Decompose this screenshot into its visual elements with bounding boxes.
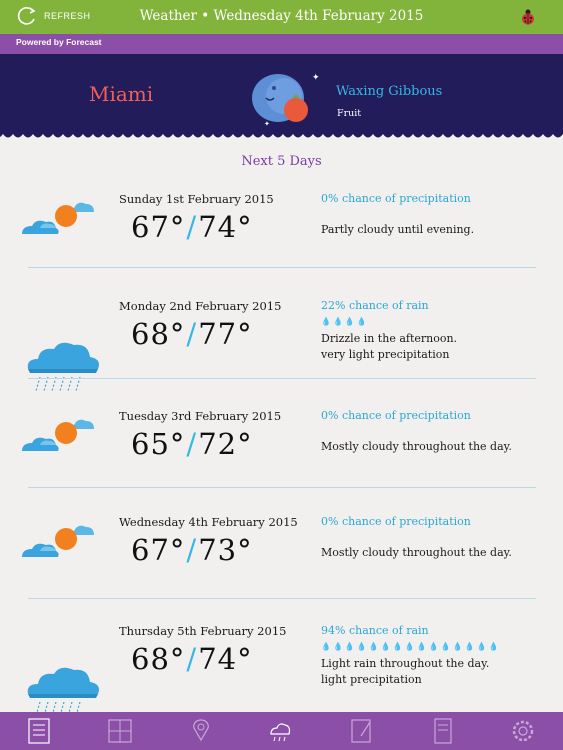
day-summary	[321, 439, 512, 455]
temperature-range	[131, 427, 253, 461]
summary-line: Mostly cloudy throughout the day.	[321, 440, 512, 453]
settings-icon[interactable]	[508, 716, 538, 746]
temp-separator: /	[186, 533, 198, 567]
grid-icon[interactable]	[105, 716, 135, 746]
summary-line: Mostly cloudy throughout the day.	[321, 546, 512, 559]
temp-high: 73°	[198, 533, 253, 567]
svg-text:✦: ✦	[312, 73, 320, 83]
precip-chance: 94% chance of rain	[321, 624, 429, 637]
partly-cloudy-icon	[20, 415, 100, 463]
section-title: Next 5 Days	[241, 154, 322, 169]
bottom-tab-bar	[0, 712, 563, 750]
precip-chance: 0% chance of precipitation	[321, 409, 471, 422]
precip-chance: 0% chance of precipitation	[321, 515, 471, 528]
temp-high: 72°	[198, 427, 253, 461]
svg-text:✦: ✦	[264, 120, 270, 128]
day-summary	[321, 331, 457, 363]
map-pin-icon[interactable]	[186, 716, 216, 746]
forecast-row	[0, 297, 563, 397]
temp-separator: /	[186, 317, 198, 351]
rain-cloud-icon	[22, 335, 102, 399]
refresh-label: REFRESH	[44, 11, 91, 21]
temperature-range	[131, 210, 253, 244]
precip-chance: 0% chance of precipitation	[321, 192, 471, 205]
temperature-range	[131, 317, 253, 351]
day-summary	[321, 656, 489, 688]
temp-separator: /	[186, 642, 198, 676]
forecast-row	[0, 407, 563, 507]
day-name: Tuesday 3rd February 2015	[119, 409, 282, 423]
temp-high: 74°	[198, 642, 253, 676]
rain-drops-icon: 💧💧💧💧	[321, 317, 369, 326]
moon-fruit-icon	[244, 68, 324, 130]
header-wave-edge	[0, 128, 563, 142]
summary-detail: very light precipitation	[321, 348, 450, 361]
top-bar	[0, 0, 563, 34]
summary-detail: light precipitation	[321, 673, 422, 686]
temp-high: 74°	[198, 210, 253, 244]
temperature-range	[131, 533, 253, 567]
forecast-row	[0, 622, 563, 722]
moon-phase: Waxing Gibbous	[336, 84, 443, 99]
ladybug-icon[interactable]	[521, 9, 535, 25]
location-header	[0, 54, 563, 134]
partly-cloudy-icon	[20, 198, 100, 246]
summary-line: Partly cloudy until evening.	[321, 223, 475, 236]
precip-chance: 22% chance of rain	[321, 299, 429, 312]
temp-low: 67°	[131, 533, 186, 567]
temperature-range	[131, 642, 253, 676]
day-name: Sunday 1st February 2015	[119, 192, 274, 206]
day-name: Monday 2nd February 2015	[119, 299, 282, 313]
day-name: Wednesday 4th February 2015	[119, 515, 298, 529]
day-summary	[321, 222, 474, 238]
temp-low: 68°	[131, 317, 186, 351]
day-summary	[321, 545, 512, 561]
summary-line: Light rain throughout the day.	[321, 657, 490, 670]
forecast-row	[0, 190, 563, 290]
summary-line: Drizzle in the afternoon.	[321, 332, 458, 345]
page-title: Weather • Wednesday 4th February 2015	[139, 8, 424, 24]
document-icon[interactable]	[428, 716, 458, 746]
rain-drops-icon: 💧💧💧💧💧💧💧💧💧💧💧💧💧💧💧	[321, 642, 501, 651]
row-divider	[28, 378, 536, 379]
powered-by-bar	[0, 34, 563, 54]
temp-separator: /	[186, 210, 198, 244]
row-divider	[28, 598, 536, 599]
city-name: Miami	[89, 82, 154, 106]
list-icon[interactable]	[24, 716, 54, 746]
temp-separator: /	[186, 427, 198, 461]
temp-low: 67°	[131, 210, 186, 244]
day-name: Thursday 5th February 2015	[119, 624, 287, 638]
temp-low: 68°	[131, 642, 186, 676]
temp-low: 65°	[131, 427, 186, 461]
temp-high: 77°	[198, 317, 253, 351]
moon-tag: Fruit	[337, 108, 362, 119]
weather-icon[interactable]	[265, 716, 295, 746]
notes-icon[interactable]	[347, 716, 377, 746]
powered-by-link[interactable]: Powered by Forecast	[16, 37, 102, 47]
row-divider	[28, 267, 536, 268]
partly-cloudy-icon	[20, 521, 100, 569]
row-divider	[28, 487, 536, 488]
